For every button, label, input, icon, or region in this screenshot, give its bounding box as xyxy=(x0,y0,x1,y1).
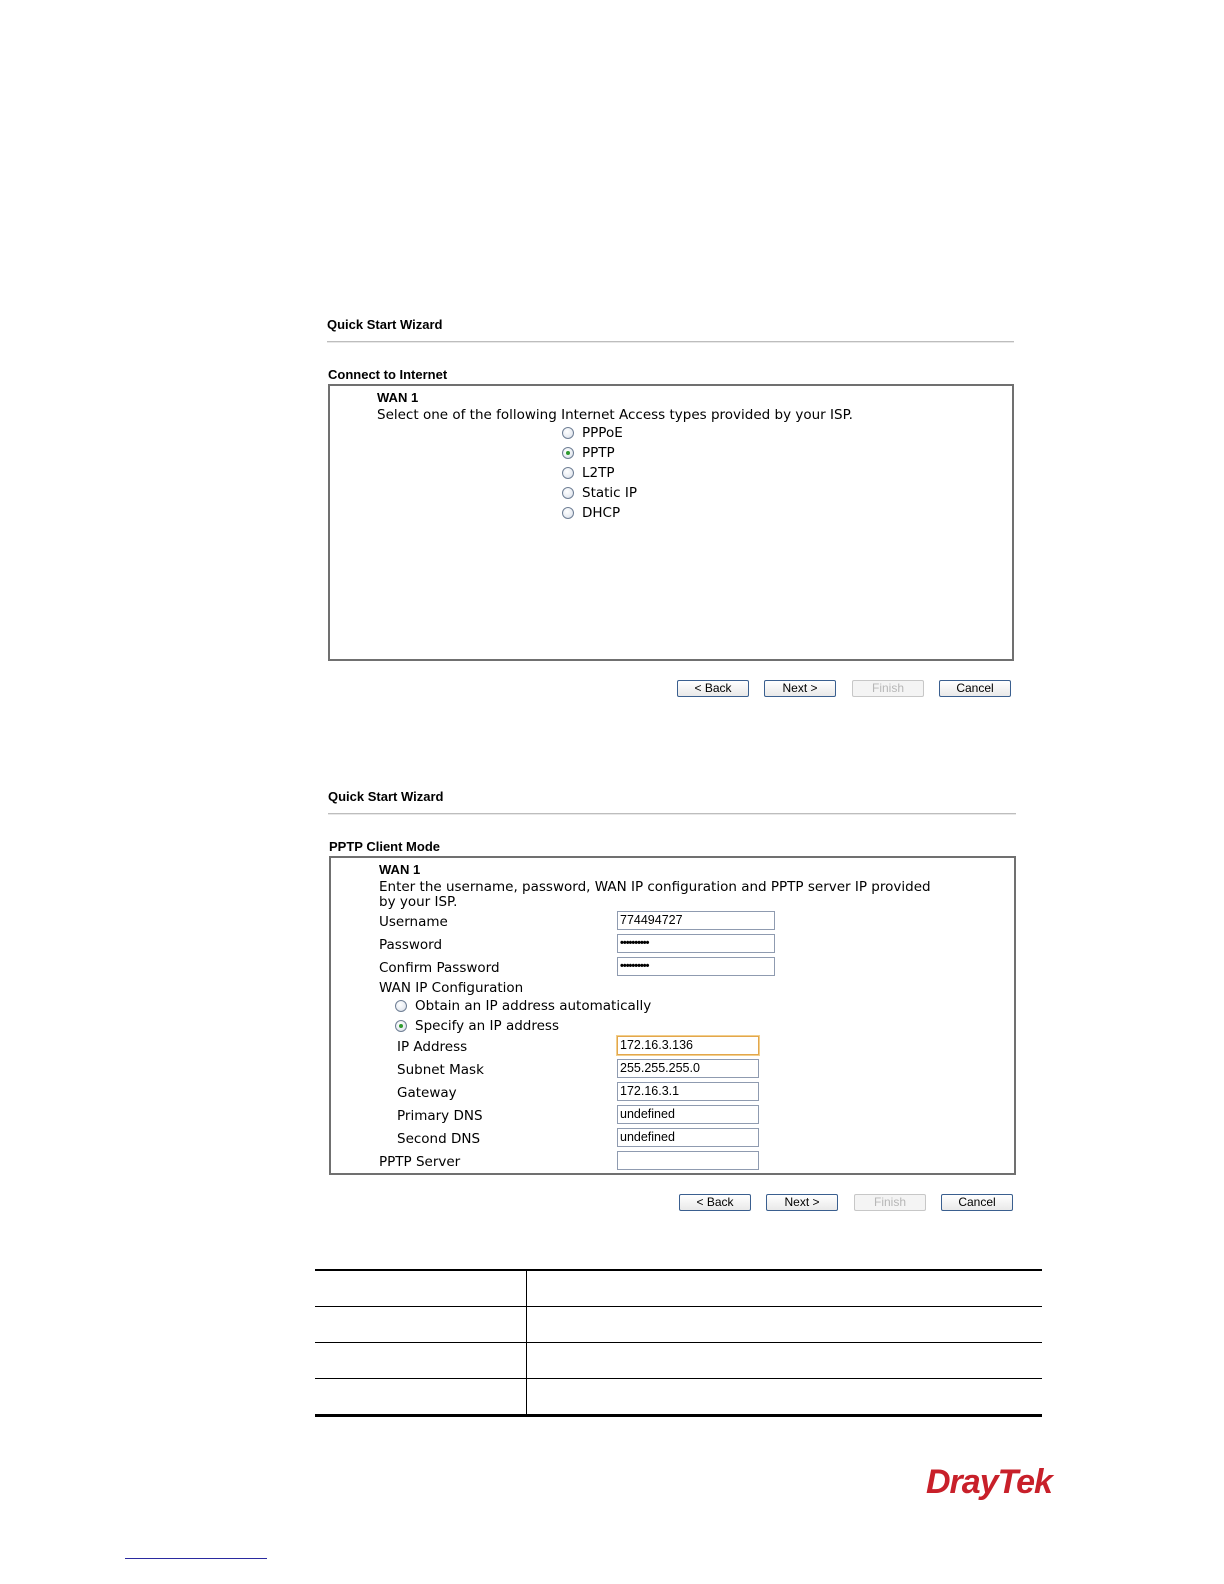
obtain-auto-label: Obtain an IP address automatically xyxy=(415,998,652,1014)
wizard1-finish-button: Finish xyxy=(852,680,924,697)
radio-specify-ip[interactable] xyxy=(395,1020,407,1032)
password-label: Password xyxy=(379,937,443,953)
confirm-password-input[interactable]: •••••••••• xyxy=(617,957,775,976)
table-row-rule xyxy=(315,1342,1042,1343)
wizard2-wan-label: WAN 1 xyxy=(379,862,421,877)
wizard2-cancel-button[interactable]: Cancel xyxy=(941,1194,1013,1211)
username-input[interactable]: 774494727 xyxy=(617,911,775,930)
ip-address-label: IP Address xyxy=(397,1039,468,1055)
wizard2-next-button[interactable]: Next > xyxy=(766,1194,838,1211)
wizard2-finish-button: Finish xyxy=(854,1194,926,1211)
primary-dns-label: Primary DNS xyxy=(397,1108,483,1124)
password-input[interactable]: •••••••••• xyxy=(617,934,775,953)
gateway-input[interactable]: 172.16.3.1 xyxy=(617,1082,759,1101)
radio-dhcp[interactable] xyxy=(562,507,574,519)
wizard1-section-label: Connect to Internet xyxy=(328,367,448,382)
wan-ip-config-label: WAN IP Configuration xyxy=(379,980,524,996)
gateway-label: Gateway xyxy=(397,1085,457,1101)
wizard1-back-button[interactable]: < Back xyxy=(677,680,749,697)
option-pptp-label: PPTP xyxy=(582,445,615,461)
wizard2-section-label: PPTP Client Mode xyxy=(329,839,440,854)
radio-pptp[interactable] xyxy=(562,447,574,459)
primary-dns-input[interactable]: undefined xyxy=(617,1105,759,1124)
wizard2-divider xyxy=(328,813,1016,815)
radio-l2tp[interactable] xyxy=(562,467,574,479)
option-pppoe-label: PPPoE xyxy=(582,425,623,441)
radio-pppoe[interactable] xyxy=(562,427,574,439)
confirm-password-label: Confirm Password xyxy=(379,960,500,976)
pptp-server-label: PPTP Server xyxy=(379,1154,461,1170)
option-dhcp-label: DHCP xyxy=(582,505,621,521)
wizard1-next-button[interactable]: Next > xyxy=(764,680,836,697)
description-table xyxy=(315,1269,1042,1417)
subnet-mask-input[interactable]: 255.255.255.0 xyxy=(617,1059,759,1078)
option-static-ip-label: Static IP xyxy=(582,485,638,501)
wizard2-instruction-line2: by your ISP. xyxy=(379,894,458,910)
ip-address-input[interactable]: 172.16.3.136 xyxy=(617,1036,759,1055)
radio-static-ip[interactable] xyxy=(562,487,574,499)
wizard1-title: Quick Start Wizard xyxy=(327,317,443,332)
username-label: Username xyxy=(379,914,448,930)
wizard1-panel xyxy=(328,384,1014,661)
wizard1-cancel-button[interactable]: Cancel xyxy=(939,680,1011,697)
wizard2-title: Quick Start Wizard xyxy=(328,789,444,804)
wizard2-back-button[interactable]: < Back xyxy=(679,1194,751,1211)
option-l2tp-label: L2TP xyxy=(582,465,615,481)
radio-obtain-auto[interactable] xyxy=(395,1000,407,1012)
table-row-rule xyxy=(315,1378,1042,1379)
wizard2-panel xyxy=(329,856,1016,1175)
draytek-logo: DrayTek xyxy=(926,1463,1052,1501)
footer-rule xyxy=(125,1558,267,1559)
table-bottom-rule xyxy=(315,1414,1042,1417)
table-row-rule xyxy=(315,1306,1042,1307)
subnet-mask-label: Subnet Mask xyxy=(397,1062,484,1078)
wizard2-instruction-line1: Enter the username, password, WAN IP configuration and PPTP server IP provided xyxy=(379,879,931,895)
pptp-server-input[interactable] xyxy=(617,1151,759,1170)
second-dns-label: Second DNS xyxy=(397,1131,481,1147)
table-top-rule xyxy=(315,1269,1042,1271)
wizard1-divider xyxy=(327,341,1014,343)
specify-ip-label: Specify an IP address xyxy=(415,1018,559,1034)
wizard1-wan-label: WAN 1 xyxy=(377,390,419,405)
second-dns-input[interactable]: undefined xyxy=(617,1128,759,1147)
wizard1-instruction: Select one of the following Internet Access types provided by your ISP. xyxy=(377,407,853,423)
table-column-divider xyxy=(526,1269,527,1416)
